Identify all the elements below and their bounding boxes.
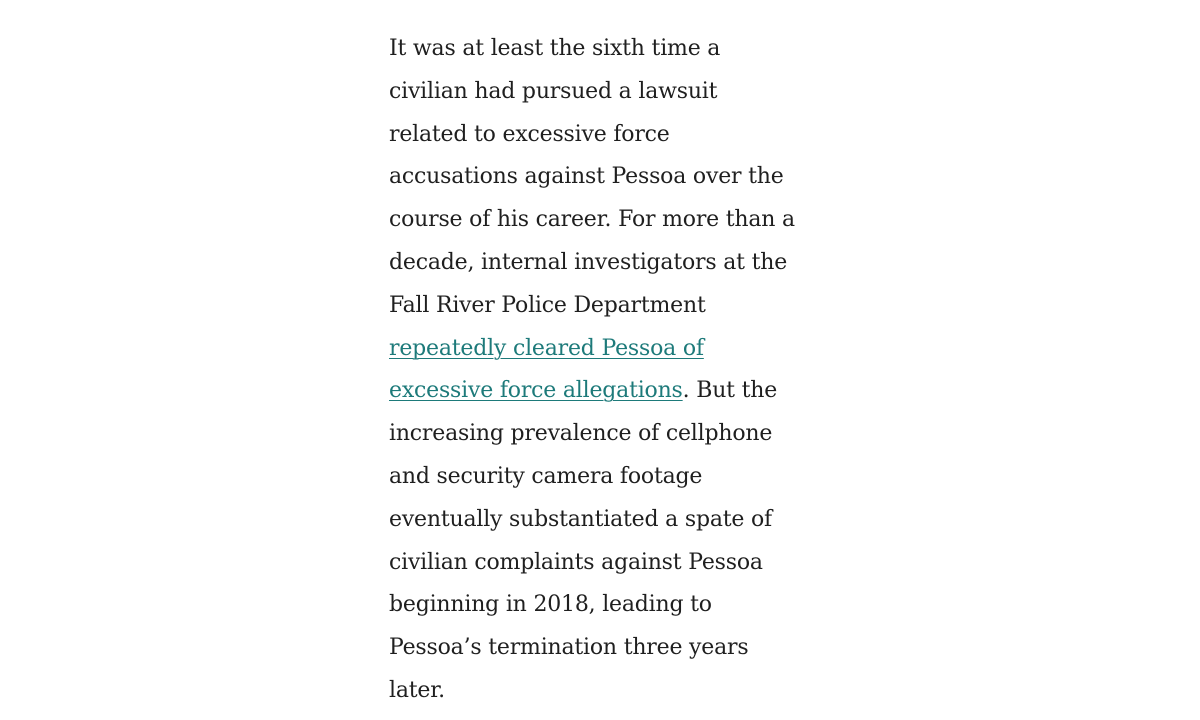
paragraph-line-13: civilian complaints against Pessoa: [389, 549, 763, 575]
paragraph-line-16: later.: [389, 677, 445, 703]
paragraph-line-7: Fall River Police Department: [389, 292, 706, 318]
article-paragraph: [389, 28, 829, 713]
paragraph-line-4: accusations against Pessoa over the: [389, 164, 784, 190]
paragraph-line-11: and security camera footage: [389, 463, 703, 489]
paragraph-line-12: eventually substantiated a spate of: [389, 506, 772, 532]
paragraph-line-9-text: . But the: [682, 378, 778, 404]
paragraph-line-8: [389, 328, 829, 371]
paragraph-line-2: civilian had pursued a lawsuit: [389, 78, 718, 104]
excessive-force-link-part-1[interactable]: repeatedly cleared Pessoa of: [389, 335, 704, 361]
paragraph-line-6: decade, internal investigators at the: [389, 249, 788, 275]
paragraph-line-15: Pessoa’s termination three years: [389, 635, 749, 661]
paragraph-line-14: beginning in 2018, leading to: [389, 592, 712, 618]
excessive-force-link-part-2[interactable]: excessive force allegations: [389, 378, 683, 404]
paragraph-line-3: related to excessive force: [389, 121, 670, 147]
paragraph-line-5: course of his career. For more than a: [389, 207, 795, 233]
paragraph-line-1: It was at least the sixth time a: [389, 36, 721, 61]
paragraph-line-10: increasing prevalence of cellphone: [389, 421, 773, 447]
paragraph-line-9: [389, 370, 829, 413]
